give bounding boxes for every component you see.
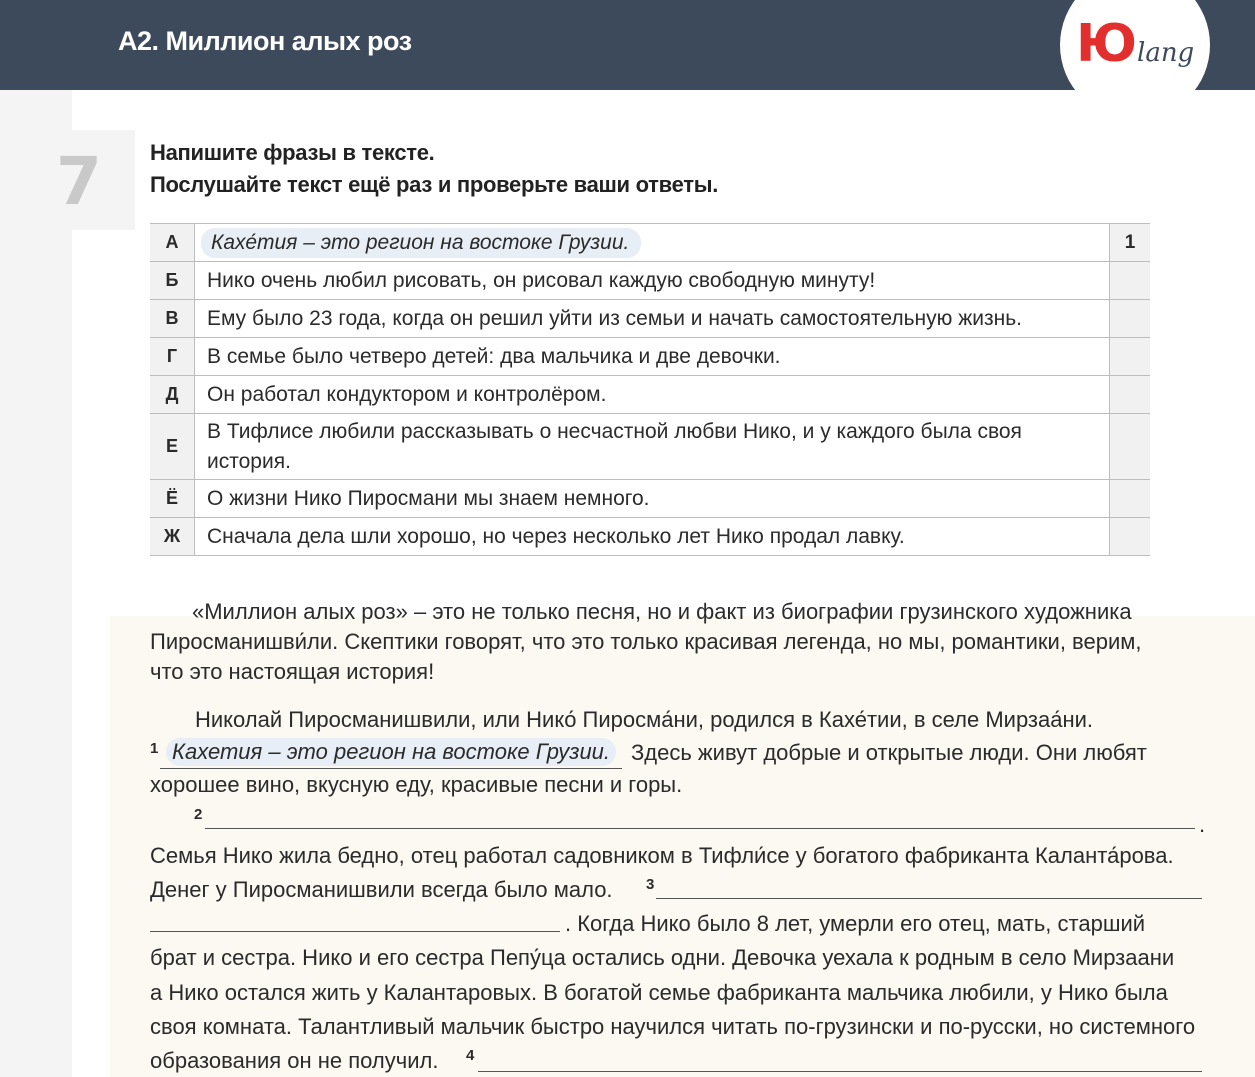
gap-number: 4: [466, 1047, 475, 1064]
answer-cell[interactable]: [1110, 480, 1151, 518]
row-letter: А: [150, 224, 195, 262]
passage-line: Здесь живут добрые и открытые люди. Они любят: [631, 740, 1147, 765]
row-phrase: Сначала дела шли хорошо, но через несколько лет Нико продал лавку.: [195, 518, 1110, 556]
gap-number: 2: [194, 806, 203, 823]
logo-icon: Ю: [1076, 14, 1135, 74]
table-row: [150, 300, 1150, 338]
row-letter: Б: [150, 262, 195, 300]
table-row: [150, 376, 1150, 414]
answer-cell[interactable]: [1110, 414, 1151, 480]
passage-line: «Миллион алых роз» – это не только песня, но и факт из биографии грузинского художника: [192, 599, 1132, 624]
table-row: [150, 224, 1150, 262]
gap-1-line: [160, 768, 622, 769]
gap-number: 3: [646, 876, 655, 893]
row-phrase: О жизни Нико Пиросмани мы знаем немного.: [195, 480, 1110, 518]
passage-line: своя комната. Талантливый мальчик быстро научился читать по-грузински и по-русски, но системного: [150, 1014, 1196, 1039]
passage-line: образования он не получил.: [150, 1048, 439, 1073]
table-row: [150, 414, 1150, 480]
phrases-table: [150, 223, 1150, 556]
table-row: [150, 518, 1150, 556]
row-phrase: Он работал кондуктором и контролёром.: [195, 376, 1110, 414]
row-phrase: В семье было четверо детей: два мальчика и две девочки.: [195, 338, 1110, 376]
row-letter: Г: [150, 338, 195, 376]
row-phrase: Ему было 23 года, когда он решил уйти из семьи и начать самостоятельную жизнь.: [195, 300, 1110, 338]
left-margin-band: [0, 90, 72, 1077]
gap-2-line[interactable]: [205, 828, 1195, 829]
gap-2-period: .: [1199, 812, 1206, 837]
answer-cell[interactable]: [1110, 338, 1151, 376]
passage-line: хорошее вино, вкусную еду, красивые песни и горы.: [150, 772, 683, 797]
gap-1-answer[interactable]: Кахетия – это регион на востоке Грузии.: [166, 738, 616, 766]
row-phrase: [195, 224, 1110, 262]
row-letter: Д: [150, 376, 195, 414]
passage-line: . Когда Нико было 8 лет, умерли его отец, мать, старший: [565, 911, 1146, 936]
instruction-line-2: Послушайте текст ещё раз и проверьте ваши ответы.: [150, 172, 719, 197]
gap-4-line[interactable]: [478, 1071, 1202, 1072]
row-phrase: В Тифлисе любили рассказывать о несчастной любви Нико, и у каждого была своя история.: [195, 414, 1110, 480]
row-letter: Е: [150, 414, 195, 480]
answer-cell[interactable]: [1110, 376, 1151, 414]
answer-cell[interactable]: [1110, 300, 1151, 338]
passage-line: Семья Нико жила бедно, отец работал садовником в Тифли́се у богатого фабриканта Каланта́рова.: [150, 843, 1174, 868]
row-phrase: Нико очень любил рисовать, он рисовал каждую свободную минуту!: [195, 262, 1110, 300]
passage-line: Николай Пиросманишвили, или Нико́ Пиросма́ни, родился в Кахе́тии, в селе Мирзаа́ни.: [195, 707, 1094, 732]
passage-line: брат и сестра. Нико и его сестра Пепу́ца остались одни. Девочка уехала к родным в село Мирзаани: [150, 945, 1175, 970]
table-row: [150, 338, 1150, 376]
exercise-number: 7: [56, 143, 102, 220]
answer-cell[interactable]: [1110, 262, 1151, 300]
row-letter: Ё: [150, 480, 195, 518]
answer-cell[interactable]: 1: [1110, 224, 1151, 262]
gap-3-line-continued[interactable]: [150, 931, 560, 932]
answer-cell[interactable]: [1110, 518, 1151, 556]
row-letter: Ж: [150, 518, 195, 556]
page-title: А2. Миллион алых роз: [118, 26, 412, 56]
row-letter: В: [150, 300, 195, 338]
table-row: [150, 480, 1150, 518]
sample-answer-highlight: Кахе́тия – это регион на востоке Грузии.: [201, 228, 641, 258]
passage-line: Денег у Пиросманишвили всегда было мало.: [150, 877, 613, 902]
passage-line: а Нико остался жить у Калантаровых. В богатой семье фабриканта мальчика любили, у Нико была: [150, 980, 1168, 1005]
gap-number: 1: [150, 740, 159, 757]
table-row: [150, 262, 1150, 300]
instruction-line-1: Напишите фразы в тексте.: [150, 140, 435, 165]
passage-line: Пиросманишви́ли. Скептики говорят, что это только красивая легенда, но мы, романтики, верим,: [150, 629, 1142, 654]
gap-3-line[interactable]: [656, 898, 1202, 899]
passage-line: что это настоящая история!: [150, 659, 435, 684]
logo-text: lang: [1137, 38, 1195, 68]
